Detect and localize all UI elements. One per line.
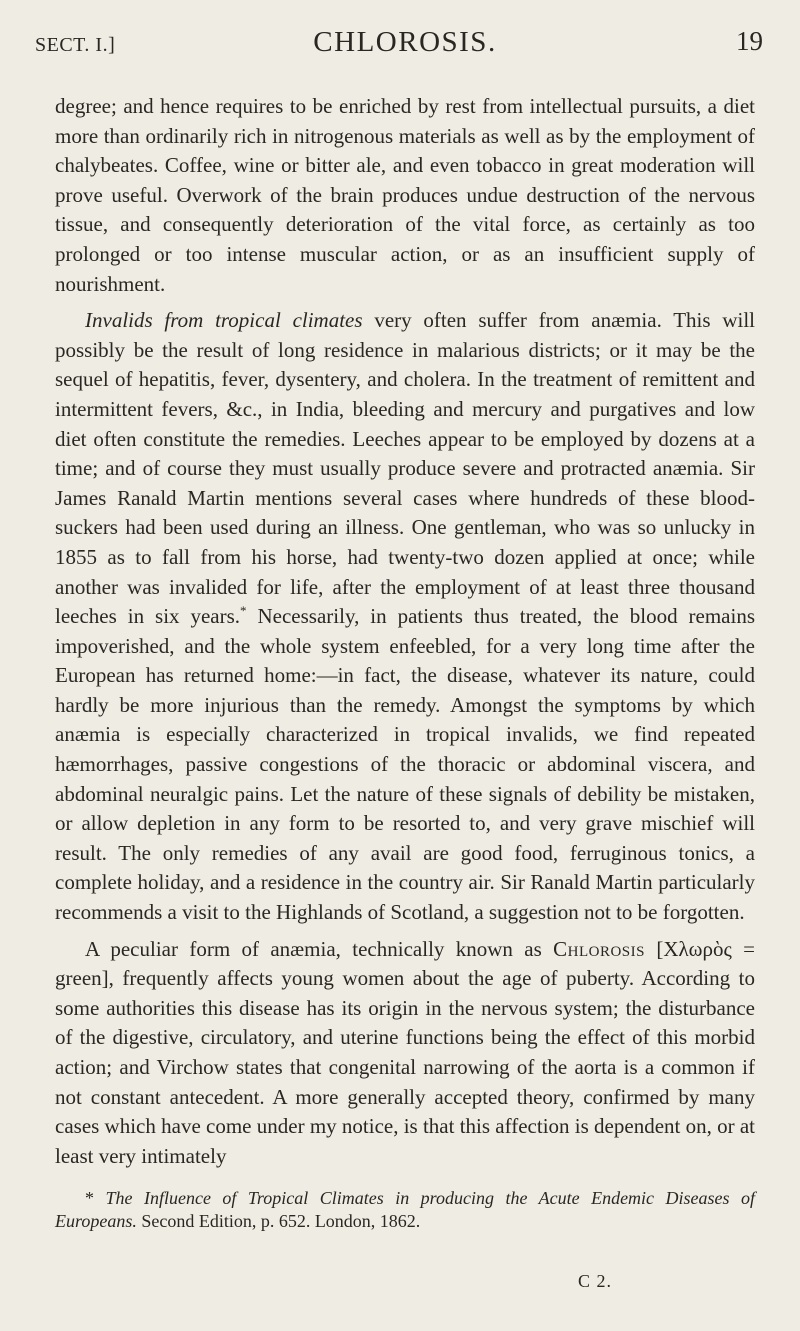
footnote [55,1187,755,1233]
body-text [55,92,755,1171]
footnote-title: The Influence of Tropical Climates in producing the Acute Endemic Diseases of Europeans. [55,1188,756,1232]
page-number: 19 [736,26,763,56]
paragraph-text: [Χλωρὸς = green], frequently affects young women about the age of puberty. According to some authorities this disease has its origin in the nervous system; the disturbance of the digestive, circulatory, and uterine functions being the effect of this morbid action; and Virchow states that congenital narrowing of the aorta is a common if not constant antecedent. A more generally accepted theory, confirmed by many cases which have come under my notice, is that this affection is dependent on, or at least very intimately [55,936,755,1168]
paragraph-chlorosis [55,935,755,1172]
paragraph-text: A peculiar form of anæmia, technically known as [85,936,554,961]
paragraph-text: very often suffer from anæmia. This will possibly be the result of long residence in malarious districts; or it may be the sequel of hepatitis, fever, dysentery, and cholera. In the treatment of remittent and intermittent fevers, &c., in India, bleeding and mercury and purgatives and low diet often constitute the remedies. Leeches appear to be employed by dozens at a time; and of course they must usually produce severe and protracted anæmia. Sir James Ranald Martin mentions several cases where hundreds of these blood-suckers had been used during an illness. One gentleman, who was so unlucky in 1855 as to fall from his horse, had twenty-two dozen applied at once; while another was invalided for life, after the employment of at least three thousand leeches in six years. [55,308,756,629]
paragraph-text: degree; and hence requires to be enriched by rest from intellectual pursuits, a diet more than ordinarily rich in nitrogenous materials as well as by the employment of chalybeates. Coffee, wine or bitter ale, and even tobacco in great moderation will prove useful. Overwork of the brain produces undue destruction of the nervous tissue, and consequently deterioration of the vital force, as certainly as too prolonged or too intense muscular action, or as an insufficient supply of nourishment. [55,94,755,296]
chapter-title: CHLOROSIS. [313,26,497,58]
paragraph-text: Necessarily, in patients thus treated, the blood remains impoverished, and the whole system enfeebled, for a very long time after the European has returned home:—in fact, the disease, whatever its nature, could hardly be more injurious than the remedy. Amongst the symptoms by which anæmia is especially characterized in tropical invalids, we find repeated hæmorrhages, passive congestions of the thoracic or abdominal viscera, and abdominal neuralgic pains. Let the nature of these signals of debility be mistaken, or allow depletion in any form to be resorted to, and very grave mischief will result. The only remedies of any avail are good food, ferruginous tonics, a complete holiday, and a residence in the country air. Sir Ranald Martin particularly recommends a visit to the Highlands of Scotland, a suggestion not to be forgotten. [55,604,755,925]
paragraph-continued [55,92,755,299]
footnote-marker: * [85,1188,94,1209]
running-head [35,20,763,64]
book-page [35,20,763,1233]
footnote-reference: * [240,603,247,619]
lead-phrase: Invalids from tropical climates [85,308,363,333]
section-label: SECT. I.] [35,34,116,56]
term-chlorosis: Chlorosis [553,936,645,961]
footnote-text: Second Edition, p. 652. London, 1862. [136,1211,421,1232]
paragraph-tropical-invalids [55,306,755,927]
signature-mark: C 2. [578,1271,613,1291]
